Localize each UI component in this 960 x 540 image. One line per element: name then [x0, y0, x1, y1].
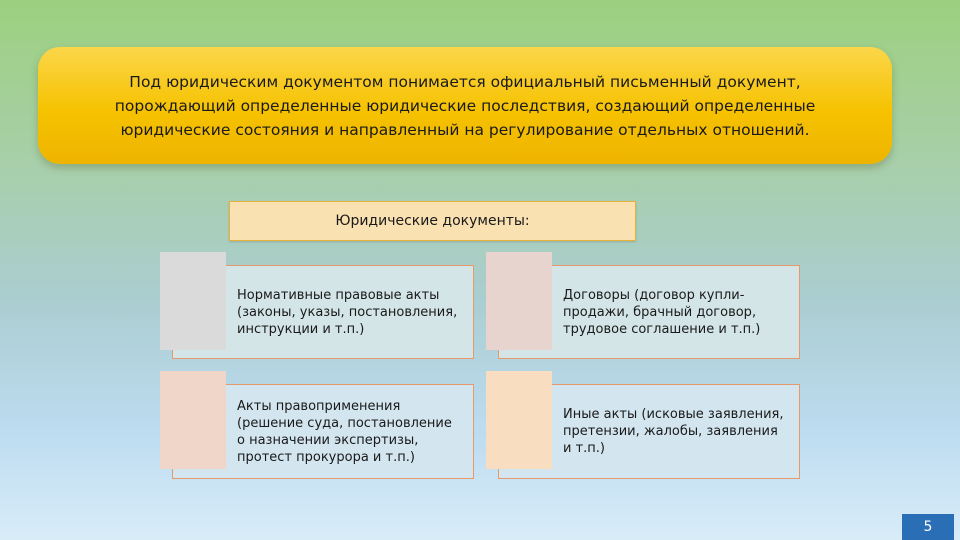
definition-text: [115, 70, 816, 142]
page-number: 5: [902, 514, 954, 540]
card-text: Иные акты (исковые заявления, претензии, жалобы, заявления и т.п.): [563, 407, 784, 456]
card-tab-decoration: [160, 371, 226, 469]
card-text: Нормативные правовые акты (законы, указы, постановления, инструкции и т.п.): [237, 287, 458, 337]
definition-box: [38, 47, 892, 164]
card-tab-decoration: [160, 252, 226, 350]
definition-line-3: юридические состояния и направленный на регулирование отдельных отношений.: [120, 120, 810, 139]
section-heading: Юридические документы:: [229, 201, 636, 241]
definition-line-1: Под юридическим документом понимается официальный письменный документ,: [129, 72, 801, 91]
card-tab-decoration: [486, 252, 552, 350]
card-text: Договоры (договор купли- продажи, брачный договор, трудовое соглашение и т.п.): [563, 287, 761, 337]
card-tab-decoration: [486, 371, 552, 469]
card-text: Акты правоприменения (решение суда, постановление о назначении экспертизы, протест прокурора и т.п.): [237, 398, 452, 465]
definition-line-2: порождающий определенные юридические последствия, создающий определенные: [114, 96, 816, 115]
